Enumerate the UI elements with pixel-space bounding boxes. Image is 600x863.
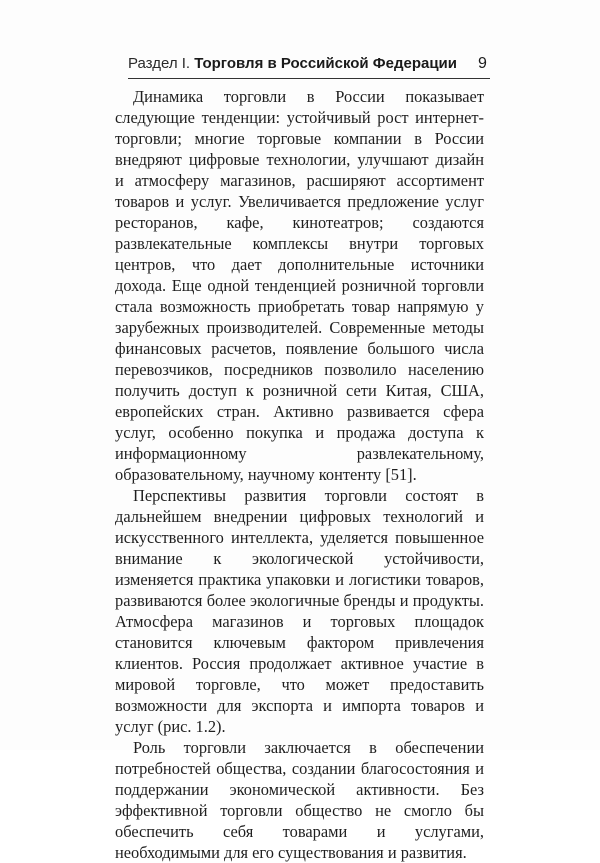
paragraph: Динамика торговли в России показывает следующие тенденции: устойчивый рост интернет-торговли; многие торговые компании в России внедряют цифровые технологии, улучшают дизайн и атмосферу магазинов, расширяют ассортимент товаров и услуг. Увеличивается предложение услуг ресторанов, кафе, кинотеатров; создаются развлекательные комплексы внутри торговых центров, что дает дополнительные источники дохода. Еще одной тенденцией розничной торговли стала возможность приобретать товар напрямую у зарубежных производителей. Современные методы финансовых расчетов, появление большого числа перевозчиков, посредников позволило населению получить доступ к розничной сети Китая, США, европейских стран. Активно развивается сфера услуг, особенно покупка и продажа доступа к информационному развлекательному, образовательному, научному контенту [51]. [115, 87, 484, 484]
body-text [115, 86, 484, 863]
page-number: 9 [478, 55, 487, 72]
section-title: Торговля в Российской Федерации [194, 55, 457, 72]
header-rule [128, 78, 490, 79]
section-label: Раздел I. [128, 55, 191, 72]
paragraph: Роль торговли заключается в обеспечении потребностей общества, создании благосостояния и поддержании экономической активности. Без эффективной торговли общество не смогло бы обеспечить себя товарами и услугами, необходимыми для его существования и развития. [115, 738, 484, 862]
paragraph: Перспективы развития торговли состоят в дальнейшем внедрении цифровых технологий и искусственного интеллекта, уделяется повышенное внимание к экологической устойчивости, изменяется практика упаковки и логистики товаров, развиваются более экологичные бренды и продукты. Атмосфера магазинов и торговых площадок становится ключевым фактором привлечения клиентов. Россия продолжает активное участие в мировой торговле, что может предоставить возможности для экспорта и импорта товаров и услуг (рис. 1.2). [115, 486, 484, 736]
running-header [128, 54, 490, 74]
